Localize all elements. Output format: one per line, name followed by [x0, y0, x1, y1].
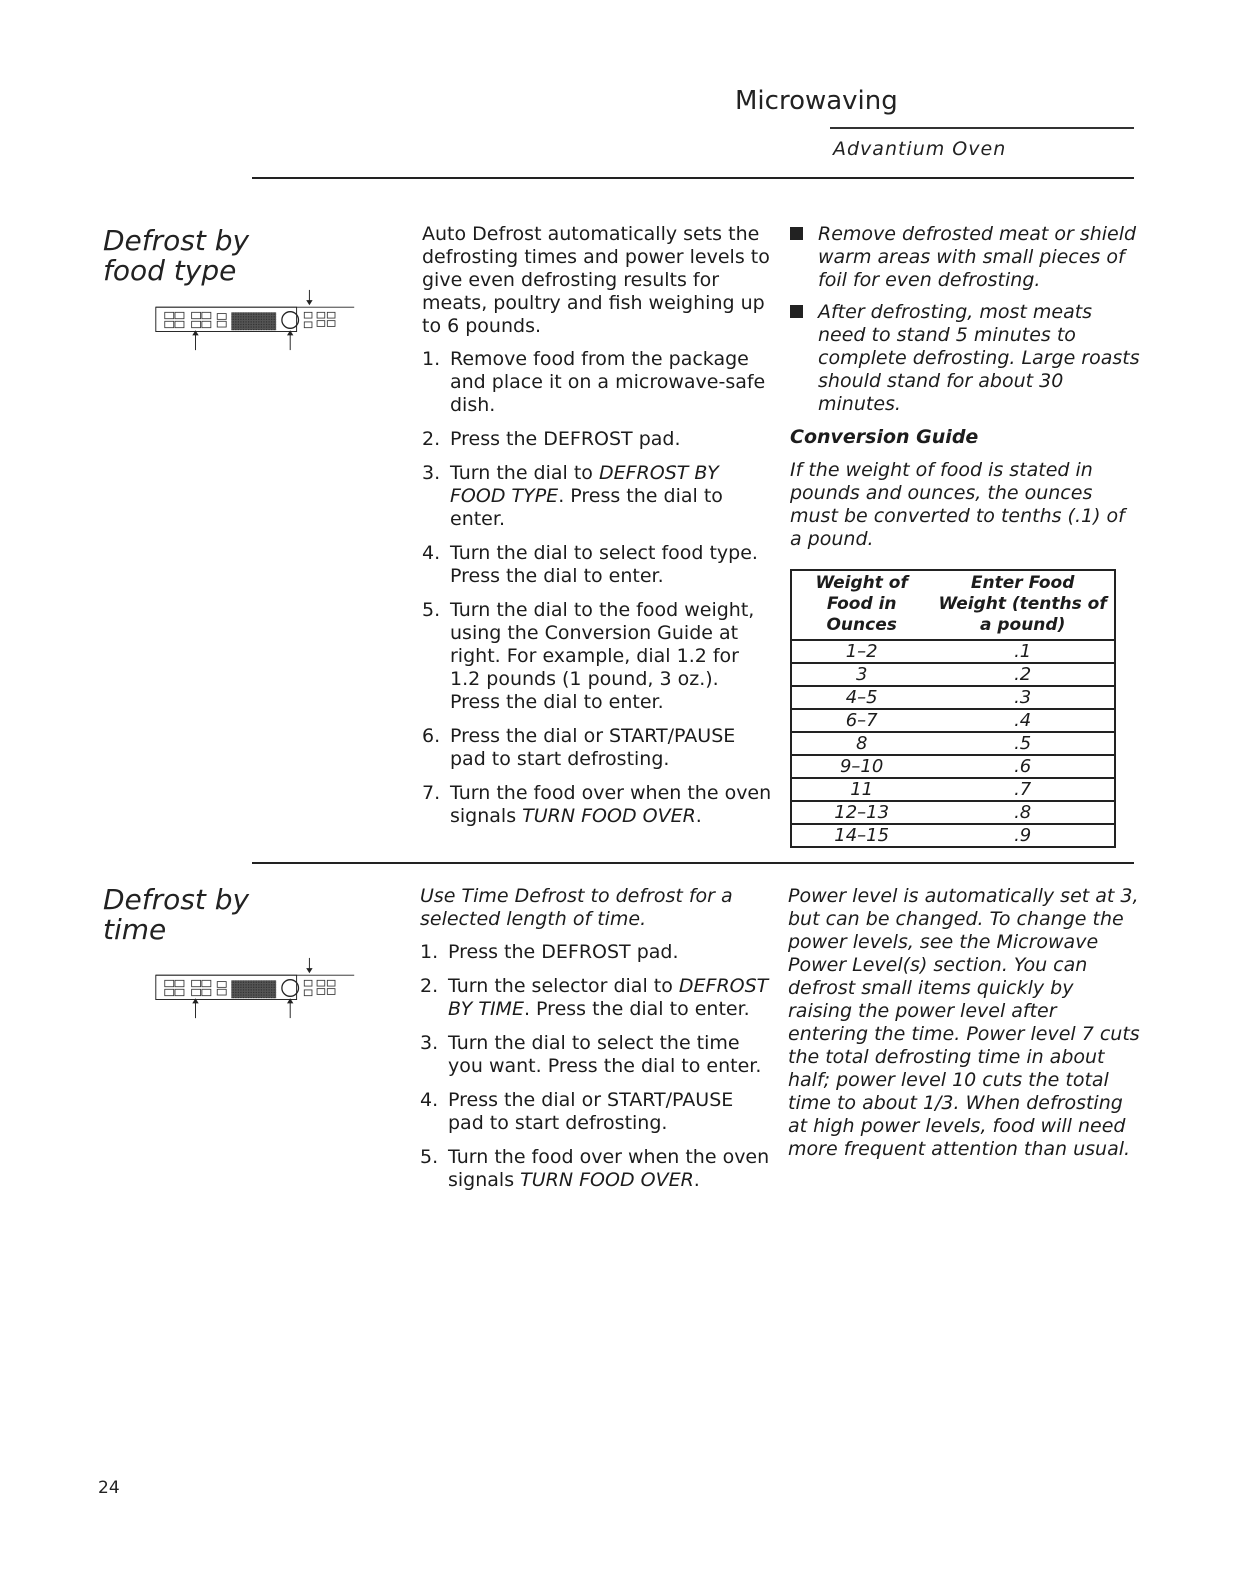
- table-cell: .7: [931, 778, 1115, 801]
- bullet-square-icon: [790, 305, 803, 318]
- table-cell: 12–13: [791, 801, 931, 824]
- step-number: 3.: [422, 462, 441, 484]
- list-item: [420, 1032, 772, 1078]
- step-text: Press the dial or START/PAUSE pad to start defrosting.: [448, 1089, 734, 1134]
- table-cell: 6–7: [791, 709, 931, 732]
- table-cell: .9: [1014, 825, 1032, 846]
- table-row: [791, 755, 1115, 778]
- section1-instructions: [422, 223, 774, 839]
- step-number: 1.: [420, 941, 439, 963]
- section-title-food-type: [103, 226, 249, 286]
- table-header-tenths: Enter Food Weight (tenths of a pound): [931, 570, 1115, 640]
- page-header-title: Microwaving: [735, 86, 898, 116]
- table-cell: .8: [931, 801, 1115, 824]
- list-item: [422, 599, 774, 714]
- table-cell: 3: [791, 663, 931, 686]
- table-cell: 4–5: [791, 686, 931, 709]
- control-panel-illustration: [100, 956, 410, 1020]
- step-text: .: [695, 805, 702, 827]
- step-text: Press the DEFROST pad.: [448, 941, 679, 963]
- step-number: 6.: [422, 725, 441, 747]
- section-title-line: Defrost by: [103, 224, 250, 257]
- page-number: 24: [98, 1478, 120, 1498]
- section-divider-middle: [252, 862, 1134, 864]
- table-header-row: [791, 570, 1115, 640]
- table-cell: 11: [791, 778, 931, 801]
- table-cell: .6: [931, 755, 1115, 778]
- conversion-guide-text: If the weight of food is stated in pounds and ounces, the ounces must be converted to tenths (.1) of a pound.: [790, 459, 1125, 550]
- list-item: [420, 1146, 772, 1192]
- step-text: . Press the dial to enter.: [523, 998, 750, 1020]
- step-text: Turn the food over when the oven signals: [448, 1146, 770, 1191]
- step-number: 2.: [420, 975, 439, 997]
- step-text: .: [693, 1169, 700, 1191]
- step-text: Turn the dial to the food weight, using the Conversion Guide at right. For example, dial 1.2 for 1.2 pounds (1 pound, 3 oz.). Press the dial to enter.: [450, 599, 755, 713]
- step-number: 4.: [422, 542, 441, 564]
- table-row: [791, 824, 1115, 847]
- step-number: 4.: [420, 1089, 439, 1111]
- conversion-guide-title: Conversion Guide: [790, 426, 979, 448]
- list-item: [420, 1089, 772, 1135]
- step-number: 5.: [422, 599, 441, 621]
- page-header-subtitle: Advantium Oven: [833, 138, 1007, 160]
- step-emphasis: TURN FOOD OVER: [520, 1169, 694, 1191]
- table-cell: .4: [931, 709, 1115, 732]
- table-cell: .2: [931, 663, 1115, 686]
- list-item: [422, 462, 774, 531]
- list-item: [422, 542, 774, 588]
- section1-intro: Auto Defrost automatically sets the defrosting times and power levels to give even defrosting results for meats, poultry and fish weighing up to 6 pounds.: [422, 223, 770, 337]
- step-text: Turn the dial to: [450, 462, 599, 484]
- conversion-table: [790, 569, 1116, 848]
- table-row: [791, 732, 1115, 755]
- table-cell: .5: [931, 732, 1115, 755]
- table-row: [791, 709, 1115, 732]
- table-cell: 1–2: [791, 640, 931, 663]
- tip-text: Remove defrosted meat or shield warm areas with small pieces of foil for even defrosting.: [818, 223, 1137, 291]
- step-text: Turn the dial to select food type. Press the dial to enter.: [450, 542, 758, 587]
- table-cell: 9–10: [791, 755, 931, 778]
- tip-text: After defrosting, most meats need to stand 5 minutes to complete defrosting. Large roasts should stand for about 30 minutes.: [818, 301, 1140, 415]
- table-row: [791, 778, 1115, 801]
- step-text: Remove food from the package and place it on a microwave-safe dish.: [450, 348, 766, 416]
- section-divider-top: [252, 177, 1134, 179]
- section-title-line: Defrost by: [103, 883, 250, 916]
- step-number: 5.: [420, 1146, 439, 1168]
- list-item: [790, 223, 1140, 292]
- list-item: [422, 348, 774, 417]
- step-number: 3.: [420, 1032, 439, 1054]
- list-item: [420, 975, 772, 1021]
- list-item: [790, 301, 1140, 416]
- step-emphasis: TURN FOOD OVER: [522, 805, 696, 827]
- table-row: [791, 686, 1115, 709]
- step-number: 1.: [422, 348, 441, 370]
- list-item: [422, 428, 774, 451]
- list-item: [422, 782, 774, 828]
- step-text: Turn the food over when the oven signals: [450, 782, 772, 827]
- section2-instructions: [420, 885, 772, 1203]
- section-title-line: time: [103, 913, 167, 946]
- table-row: [791, 663, 1115, 686]
- control-panel-illustration: [100, 288, 410, 352]
- step-emphasis: DEFROST BY TIME: [448, 975, 769, 1020]
- table-header-ounces: Weight of Food in Ounces: [791, 570, 931, 640]
- step-number: 7.: [422, 782, 441, 804]
- section2-intro: Use Time Defrost to defrost for a selected length of time.: [420, 885, 733, 930]
- list-item: [420, 941, 772, 964]
- list-item: [422, 725, 774, 771]
- section-title-time: [103, 885, 249, 945]
- header-divider: [830, 127, 1134, 129]
- section1-steps: [422, 348, 774, 828]
- table-row: [791, 640, 1115, 663]
- step-text: Press the dial or START/PAUSE pad to start defrosting.: [450, 725, 736, 770]
- step-emphasis: DEFROST BY FOOD TYPE: [450, 462, 719, 507]
- step-text: Press the DEFROST pad.: [450, 428, 681, 450]
- step-text: Turn the selector dial to: [448, 975, 679, 997]
- section2-power-note: Power level is automatically set at 3, but can be changed. To change the power levels, see the Microwave Power Level(s) section. You can defrost small items quickly by raising the power level after entering the time. Power level 7 cuts the total defrosting time in about half; power level 10 cuts the total time to about 1/3. When defrosting at high power levels, food will need more frequent attention than usual.: [788, 885, 1140, 1160]
- section1-tips: [790, 223, 1140, 848]
- bullet-square-icon: [790, 227, 803, 240]
- tips-list: [790, 223, 1140, 416]
- step-number: 2.: [422, 428, 441, 450]
- table-cell: 8: [791, 732, 931, 755]
- table-cell: 14–15: [834, 825, 890, 846]
- table-cell: .1: [931, 640, 1115, 663]
- section-title-line: food type: [103, 254, 237, 287]
- step-text: . Press the dial to enter.: [450, 485, 723, 530]
- step-text: Turn the dial to select the time you want. Press the dial to enter.: [448, 1032, 762, 1077]
- table-cell: .3: [931, 686, 1115, 709]
- table-row: [791, 801, 1115, 824]
- section2-steps: [420, 941, 772, 1192]
